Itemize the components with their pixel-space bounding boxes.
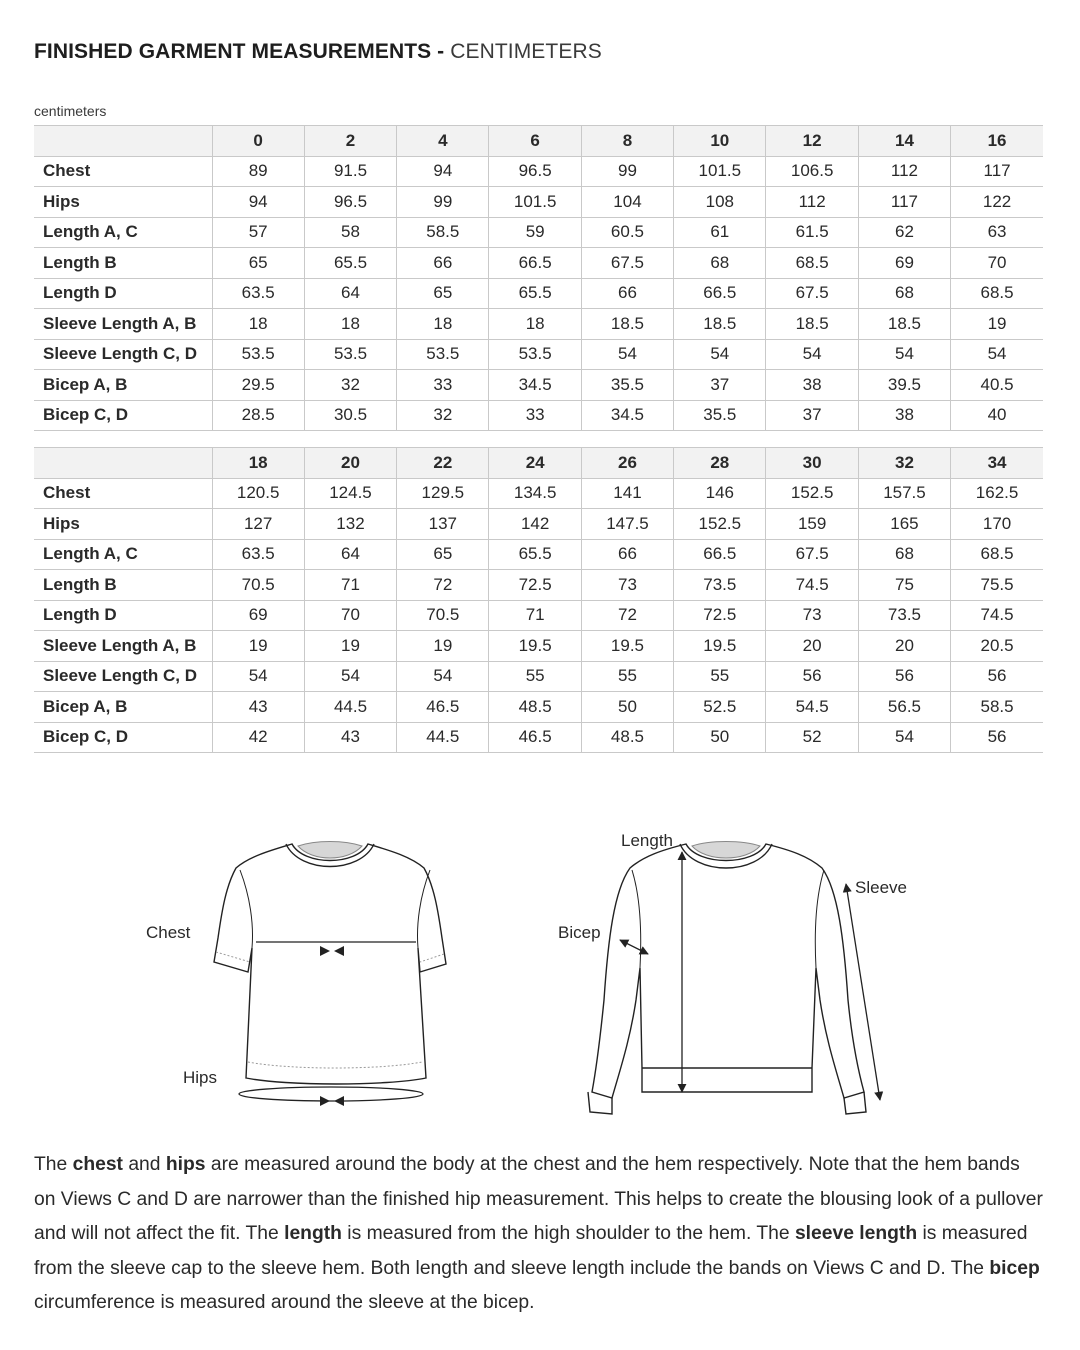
- measurement-cell: 68.5: [766, 248, 858, 279]
- size-header-22: 22: [397, 448, 489, 479]
- measurement-cell: 46.5: [397, 692, 489, 723]
- row-label: Bicep A, B: [34, 370, 212, 401]
- measurement-cell: 101.5: [489, 187, 581, 218]
- measurement-cell: 108: [674, 187, 766, 218]
- measurement-cell: 66.5: [674, 278, 766, 309]
- measurement-cell: 68.5: [951, 278, 1043, 309]
- row-label: Length A, C: [34, 217, 212, 248]
- measurement-cell: 53.5: [489, 339, 581, 370]
- measurement-cell: 54: [766, 339, 858, 370]
- measurement-cell: 54.5: [766, 692, 858, 723]
- sweatshirt-illustration: [588, 842, 866, 1115]
- measurement-cell: 63: [951, 217, 1043, 248]
- measurement-cell: 75: [858, 570, 950, 601]
- measurement-cell: 73.5: [674, 570, 766, 601]
- measurement-cell: 54: [858, 722, 950, 753]
- measurement-cell: 72: [397, 570, 489, 601]
- measurement-cell: 48.5: [489, 692, 581, 723]
- measurement-cell: 29.5: [212, 370, 304, 401]
- measurement-cell: 56: [858, 661, 950, 692]
- measurement-cell: 67.5: [766, 278, 858, 309]
- measurement-cell: 32: [304, 370, 396, 401]
- header-corner-cell: [34, 448, 212, 479]
- measurement-cell: 53.5: [304, 339, 396, 370]
- measurement-cell: 94: [212, 187, 304, 218]
- measurement-cell: 53.5: [397, 339, 489, 370]
- bicep-label: Bicep: [558, 923, 601, 942]
- measurement-cell: 96.5: [304, 187, 396, 218]
- measurement-cell: 35.5: [674, 400, 766, 431]
- measurement-cell: 73: [581, 570, 673, 601]
- row-label: Length B: [34, 570, 212, 601]
- measurement-cell: 19: [397, 631, 489, 662]
- measurement-cell: 54: [951, 339, 1043, 370]
- measurement-cell: 56: [766, 661, 858, 692]
- measurement-cell: 70.5: [397, 600, 489, 631]
- measurement-cell: 50: [581, 692, 673, 723]
- row-label: Length D: [34, 278, 212, 309]
- table-row: [34, 156, 1043, 187]
- measurement-cell: 52: [766, 722, 858, 753]
- measurement-cell: 69: [212, 600, 304, 631]
- size-header-30: 30: [766, 448, 858, 479]
- table-row: [34, 539, 1043, 570]
- measurement-cell: 19: [212, 631, 304, 662]
- table-row: [34, 309, 1043, 340]
- measurement-cell: 66.5: [674, 539, 766, 570]
- measurement-cell: 56: [951, 722, 1043, 753]
- measurement-cell: 50: [674, 722, 766, 753]
- measurement-cell: 117: [858, 187, 950, 218]
- measurement-cell: 112: [766, 187, 858, 218]
- size-header-26: 26: [581, 448, 673, 479]
- page-title-unit: CENTIMETERS: [450, 40, 602, 63]
- description-text: and: [122, 1154, 166, 1175]
- measurement-cell: 54: [581, 339, 673, 370]
- measurement-cell: 73: [766, 600, 858, 631]
- measurement-cell: 72: [581, 600, 673, 631]
- measurement-cell: 152.5: [674, 509, 766, 540]
- measurement-cell: 65: [212, 248, 304, 279]
- tshirt-illustration: [214, 842, 446, 1085]
- measurement-cell: 61.5: [766, 217, 858, 248]
- measurement-cell: 106.5: [766, 156, 858, 187]
- size-header-row: [34, 448, 1043, 479]
- measurement-cell: 18: [304, 309, 396, 340]
- description-emphasis: length: [284, 1223, 342, 1245]
- measurement-cell: 33: [489, 400, 581, 431]
- measurement-cell: 117: [951, 156, 1043, 187]
- table-row: [34, 278, 1043, 309]
- measurement-cell: 19.5: [674, 631, 766, 662]
- description-emphasis: chest: [72, 1154, 123, 1175]
- row-label: Bicep C, D: [34, 722, 212, 753]
- measurement-cell: 34.5: [581, 400, 673, 431]
- measurement-cell: 62: [858, 217, 950, 248]
- measurement-cell: 96.5: [489, 156, 581, 187]
- measurement-table-sizes-18-34: [34, 447, 1043, 753]
- measurement-cell: 54: [212, 661, 304, 692]
- measurement-cell: 52.5: [674, 692, 766, 723]
- row-label: Bicep C, D: [34, 400, 212, 431]
- measurement-cell: 18.5: [766, 309, 858, 340]
- measurement-cell: 61: [674, 217, 766, 248]
- measurement-cell: 66: [581, 278, 673, 309]
- measurement-cell: 127: [212, 509, 304, 540]
- measurement-cell: 70.5: [212, 570, 304, 601]
- row-label: Bicep A, B: [34, 692, 212, 723]
- table-row: [34, 631, 1043, 662]
- measurement-table-sizes-0-16: [34, 125, 1043, 431]
- measurement-cell: 18: [212, 309, 304, 340]
- measurement-cell: 19: [951, 309, 1043, 340]
- table-row: [34, 187, 1043, 218]
- measurement-cell: 69: [858, 248, 950, 279]
- measurement-cell: 54: [858, 339, 950, 370]
- measurement-cell: 32: [397, 400, 489, 431]
- measurement-cell: 30.5: [304, 400, 396, 431]
- page-title-bold: FINISHED GARMENT MEASUREMENTS -: [34, 40, 445, 63]
- size-header-34: 34: [951, 448, 1043, 479]
- measurement-cell: 137: [397, 509, 489, 540]
- size-header-28: 28: [674, 448, 766, 479]
- measurement-cell: 162.5: [951, 478, 1043, 509]
- measurement-cell: 68: [674, 248, 766, 279]
- row-label: Sleeve Length A, B: [34, 631, 212, 662]
- garment-diagram: [0, 800, 1080, 1130]
- measurement-cell: 99: [397, 187, 489, 218]
- measurement-cell: 60.5: [581, 217, 673, 248]
- measurement-cell: 89: [212, 156, 304, 187]
- measurement-cell: 65: [397, 278, 489, 309]
- size-header-12: 12: [766, 126, 858, 157]
- table-row: [34, 722, 1043, 753]
- measurement-cell: 20: [766, 631, 858, 662]
- measurement-cell: 37: [674, 370, 766, 401]
- measurement-cell: 165: [858, 509, 950, 540]
- measurement-cell: 152.5: [766, 478, 858, 509]
- measurement-cell: 75.5: [951, 570, 1043, 601]
- description-text: circumference is measured around the sleeve at the bicep.: [34, 1292, 535, 1314]
- measurement-cell: 48.5: [581, 722, 673, 753]
- measurement-cell: 20.5: [951, 631, 1043, 662]
- header-corner-cell: [34, 126, 212, 157]
- measurement-cell: 146: [674, 478, 766, 509]
- measurement-cell: 70: [304, 600, 396, 631]
- measurement-cell: 65.5: [304, 248, 396, 279]
- size-header-10: 10: [674, 126, 766, 157]
- size-header-32: 32: [858, 448, 950, 479]
- measurement-cell: 58: [304, 217, 396, 248]
- measurement-cell: 74.5: [951, 600, 1043, 631]
- size-header-14: 14: [858, 126, 950, 157]
- measurement-cell: 73.5: [858, 600, 950, 631]
- table-row: [34, 661, 1043, 692]
- size-header-16: 16: [951, 126, 1043, 157]
- measurement-cell: 68.5: [951, 539, 1043, 570]
- measurement-cell: 65.5: [489, 539, 581, 570]
- description-text: is measured from the high shoulder to the hem. The: [341, 1223, 795, 1245]
- unit-caption: centimeters: [34, 103, 107, 119]
- measurement-cell: 20: [858, 631, 950, 662]
- measurement-cell: 44.5: [304, 692, 396, 723]
- measurement-cell: 58.5: [951, 692, 1043, 723]
- measurement-cell: 33: [397, 370, 489, 401]
- measurement-cell: 59: [489, 217, 581, 248]
- description-emphasis: bicep: [989, 1257, 1040, 1279]
- size-header-4: 4: [397, 126, 489, 157]
- measurement-cell: 38: [858, 400, 950, 431]
- measurement-cell: 37: [766, 400, 858, 431]
- size-header-0: 0: [212, 126, 304, 157]
- measurement-cell: 18.5: [581, 309, 673, 340]
- measurement-cell: 58.5: [397, 217, 489, 248]
- description-text: are measured around the body at the chest and the hem respectively. Note that the hem bands on Views C and D are narrower than the finished hip measurement. This helps to create the blousing look of a pullover and will not affect the fit. The: [34, 1154, 1043, 1245]
- measurement-cell: 55: [674, 661, 766, 692]
- measurement-cell: 101.5: [674, 156, 766, 187]
- measurement-cell: 55: [489, 661, 581, 692]
- description-emphasis: hips: [165, 1154, 206, 1175]
- measurement-cell: 134.5: [489, 478, 581, 509]
- measurement-cell: 147.5: [581, 509, 673, 540]
- measurement-cell: 55: [581, 661, 673, 692]
- size-header-6: 6: [489, 126, 581, 157]
- measurement-cell: 44.5: [397, 722, 489, 753]
- measurement-cell: 124.5: [304, 478, 396, 509]
- measurement-cell: 122: [951, 187, 1043, 218]
- chest-label: Chest: [146, 923, 191, 942]
- measurement-cell: 53.5: [212, 339, 304, 370]
- table-row: [34, 692, 1043, 723]
- measurement-cell: 112: [858, 156, 950, 187]
- measurement-cell: 170: [951, 509, 1043, 540]
- measurement-cell: 63.5: [212, 278, 304, 309]
- measurement-cell: 159: [766, 509, 858, 540]
- measurement-cell: 70: [951, 248, 1043, 279]
- measurement-cell: 157.5: [858, 478, 950, 509]
- measurement-cell: 46.5: [489, 722, 581, 753]
- measurement-cell: 91.5: [304, 156, 396, 187]
- table-row: [34, 339, 1043, 370]
- measurement-cell: 66.5: [489, 248, 581, 279]
- measurement-cell: 19: [304, 631, 396, 662]
- table-row: [34, 217, 1043, 248]
- measurement-cell: 120.5: [212, 478, 304, 509]
- table-row: [34, 570, 1043, 601]
- measurement-cell: 38: [766, 370, 858, 401]
- measurement-cell: 35.5: [581, 370, 673, 401]
- measurement-cell: 43: [212, 692, 304, 723]
- measurement-cell: 132: [304, 509, 396, 540]
- measurement-cell: 54: [674, 339, 766, 370]
- hips-label: Hips: [183, 1068, 218, 1087]
- measurement-cell: 94: [397, 156, 489, 187]
- measurement-cell: 74.5: [766, 570, 858, 601]
- measurement-cell: 67.5: [766, 539, 858, 570]
- row-label: Sleeve Length A, B: [34, 309, 212, 340]
- measurement-cell: 66: [581, 539, 673, 570]
- measurement-cell: 40: [951, 400, 1043, 431]
- row-label: Chest: [34, 478, 212, 509]
- measurement-cell: 54: [304, 661, 396, 692]
- measurement-cell: 40.5: [951, 370, 1043, 401]
- length-label: Length: [621, 831, 673, 850]
- table-row: [34, 478, 1043, 509]
- measurement-cell: 66: [397, 248, 489, 279]
- measurement-cell: 142: [489, 509, 581, 540]
- row-label: Sleeve Length C, D: [34, 339, 212, 370]
- size-header-2: 2: [304, 126, 396, 157]
- measurement-cell: 56: [951, 661, 1043, 692]
- table-row: [34, 248, 1043, 279]
- row-label: Sleeve Length C, D: [34, 661, 212, 692]
- size-header-24: 24: [489, 448, 581, 479]
- measurement-cell: 18.5: [858, 309, 950, 340]
- measurement-cell: 34.5: [489, 370, 581, 401]
- measurement-cell: 104: [581, 187, 673, 218]
- sleeve-label: Sleeve: [855, 878, 907, 897]
- table-row: [34, 600, 1043, 631]
- measurement-cell: 141: [581, 478, 673, 509]
- measurement-cell: 65: [397, 539, 489, 570]
- measurement-cell: 64: [304, 278, 396, 309]
- measurement-cell: 99: [581, 156, 673, 187]
- size-header-18: 18: [212, 448, 304, 479]
- measurement-cell: 65.5: [489, 278, 581, 309]
- measurement-cell: 72.5: [674, 600, 766, 631]
- measurement-cell: 19.5: [489, 631, 581, 662]
- measurement-description: [34, 1148, 1044, 1321]
- measurement-cell: 18: [489, 309, 581, 340]
- measurement-cell: 43: [304, 722, 396, 753]
- measurement-cell: 129.5: [397, 478, 489, 509]
- description-emphasis: sleeve length: [794, 1223, 918, 1245]
- table-row: [34, 509, 1043, 540]
- measurement-cell: 42: [212, 722, 304, 753]
- measurement-cell: 63.5: [212, 539, 304, 570]
- measurement-cell: 64: [304, 539, 396, 570]
- measurement-cell: 71: [489, 600, 581, 631]
- measurement-cell: 54: [397, 661, 489, 692]
- description-text: is measured from the sleeve cap to the sleeve hem. Both length and sleeve length include the bands on Views C and D. The: [34, 1223, 1028, 1279]
- measurement-cell: 39.5: [858, 370, 950, 401]
- size-header-row: [34, 126, 1043, 157]
- table-row: [34, 400, 1043, 431]
- measurement-cell: 68: [858, 539, 950, 570]
- size-header-20: 20: [304, 448, 396, 479]
- row-label: Length B: [34, 248, 212, 279]
- row-label: Chest: [34, 156, 212, 187]
- measurement-cell: 71: [304, 570, 396, 601]
- size-header-8: 8: [581, 126, 673, 157]
- measurement-cell: 68: [858, 278, 950, 309]
- page-title: [34, 40, 602, 64]
- row-label: Hips: [34, 187, 212, 218]
- description-text: The: [34, 1154, 73, 1175]
- row-label: Length A, C: [34, 539, 212, 570]
- measurement-cell: 72.5: [489, 570, 581, 601]
- measurement-cell: 56.5: [858, 692, 950, 723]
- row-label: Length D: [34, 600, 212, 631]
- measurement-cell: 28.5: [212, 400, 304, 431]
- table-row: [34, 370, 1043, 401]
- measurement-cell: 67.5: [581, 248, 673, 279]
- measurement-cell: 18.5: [674, 309, 766, 340]
- measurement-cell: 57: [212, 217, 304, 248]
- row-label: Hips: [34, 509, 212, 540]
- hips-measure-ellipse: [239, 1087, 423, 1101]
- measurement-cell: 18: [397, 309, 489, 340]
- measurement-cell: 19.5: [581, 631, 673, 662]
